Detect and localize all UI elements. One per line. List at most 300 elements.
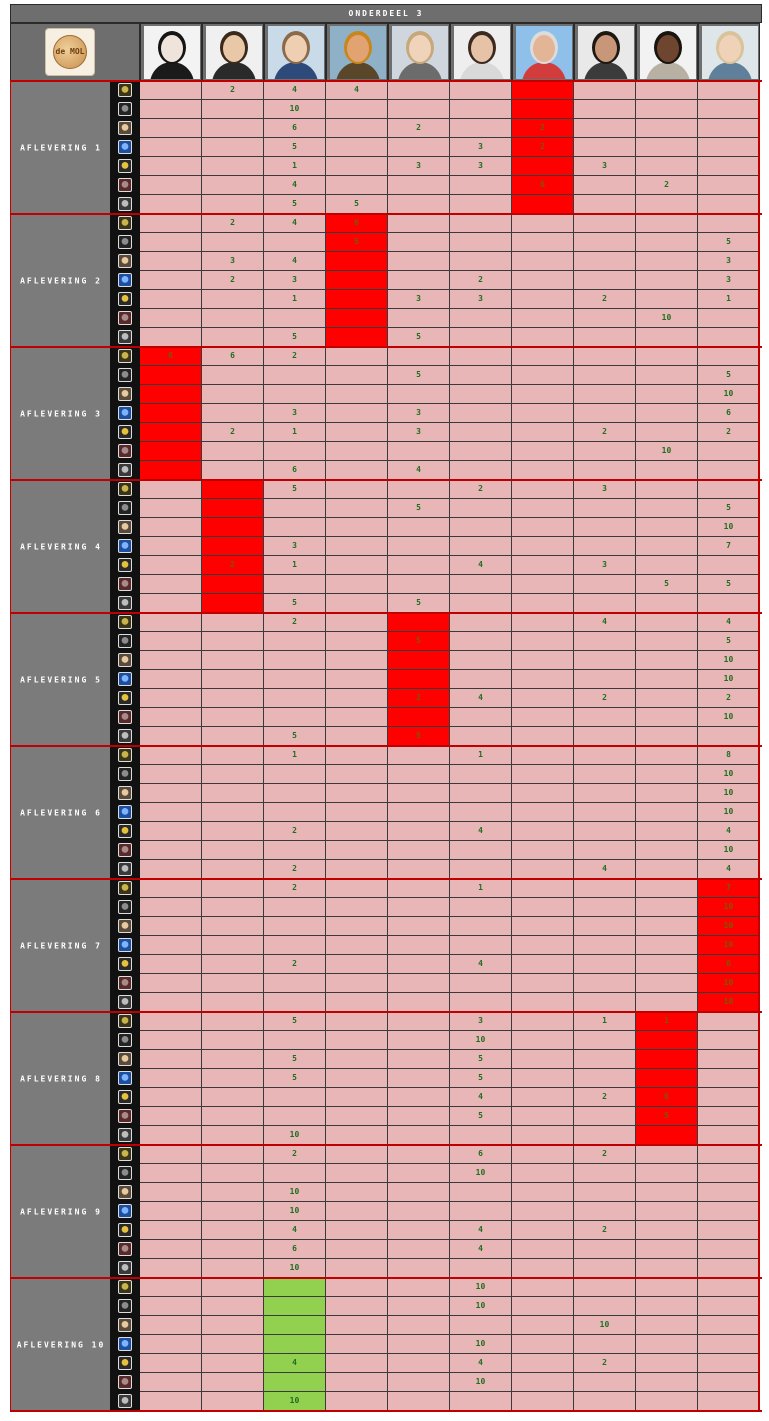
score-cell <box>202 860 264 879</box>
score-cell <box>636 1335 698 1354</box>
score-cell <box>264 1164 326 1183</box>
score-cell <box>574 917 636 936</box>
episode-label-cell <box>10 1012 110 1145</box>
score-cell <box>264 689 326 708</box>
player-10-photo <box>702 26 758 79</box>
score-cell <box>326 1297 388 1316</box>
episode-label: AFLEVERING 6 <box>20 808 102 817</box>
score-cell <box>140 1240 202 1259</box>
score-cell: 10 <box>698 993 760 1012</box>
score-cell <box>450 1316 512 1335</box>
score-cell: 4 <box>326 81 388 100</box>
player-3-face <box>285 35 307 62</box>
player-6-face <box>471 35 493 62</box>
score-cell <box>574 1335 636 1354</box>
score-cell <box>636 1221 698 1240</box>
score-cell <box>450 233 512 252</box>
score-cell <box>140 518 202 537</box>
score-cell <box>388 955 450 974</box>
score-cell: 10 <box>698 708 760 727</box>
score-cell <box>326 974 388 993</box>
score-cell <box>450 1202 512 1221</box>
score-cell <box>140 594 202 613</box>
score-cell <box>636 271 698 290</box>
score-cell <box>388 803 450 822</box>
score-cell: 5 <box>450 1107 512 1126</box>
score-cell <box>698 1012 760 1031</box>
score-cell <box>512 955 574 974</box>
score-cell <box>140 328 202 347</box>
episode-icon-column <box>110 347 140 480</box>
score-cell <box>264 442 326 461</box>
row-icon-2 <box>118 767 132 781</box>
score-cell <box>698 1373 760 1392</box>
score-cell: 10 <box>450 1373 512 1392</box>
score-cell <box>450 841 512 860</box>
score-cell <box>326 1145 388 1164</box>
score-cell <box>202 1164 264 1183</box>
score-cell: 1 <box>574 1012 636 1031</box>
score-cell <box>326 1278 388 1297</box>
score-cell <box>574 898 636 917</box>
score-cell <box>326 1050 388 1069</box>
score-cell <box>574 803 636 822</box>
episode-icon-column <box>110 214 140 347</box>
score-cell: 10 <box>698 670 760 689</box>
score-cell <box>264 575 326 594</box>
score-cell <box>636 936 698 955</box>
score-cell <box>512 1221 574 1240</box>
score-cell <box>574 100 636 119</box>
score-cell <box>636 157 698 176</box>
score-cell <box>202 1012 264 1031</box>
score-cell <box>264 632 326 651</box>
score-cell <box>140 1088 202 1107</box>
score-cell <box>450 708 512 727</box>
score-cell <box>202 727 264 746</box>
row-icon-4 <box>118 1337 132 1351</box>
score-cell <box>326 138 388 157</box>
row-icon-7 <box>118 463 132 477</box>
score-cell <box>512 803 574 822</box>
row-icon-1 <box>118 1014 132 1028</box>
score-cell <box>140 746 202 765</box>
episode-label: AFLEVERING 3 <box>20 409 102 418</box>
score-cell <box>388 1297 450 1316</box>
score-cell <box>574 271 636 290</box>
score-cell <box>140 1145 202 1164</box>
score-cell: 2 <box>636 176 698 195</box>
score-cell <box>140 404 202 423</box>
score-cell: 6 <box>512 176 574 195</box>
score-cell <box>450 860 512 879</box>
row-icon-5 <box>118 558 132 572</box>
score-cell <box>202 784 264 803</box>
score-cell <box>512 100 574 119</box>
episode-label-cell <box>10 879 110 1012</box>
score-cell: 4 <box>574 613 636 632</box>
score-cell <box>388 214 450 233</box>
score-cell <box>636 765 698 784</box>
score-cell <box>450 461 512 480</box>
score-cell <box>574 309 636 328</box>
score-cell: 4 <box>450 1088 512 1107</box>
score-cell <box>202 765 264 784</box>
score-cell <box>326 1221 388 1240</box>
score-cell <box>326 1107 388 1126</box>
score-cell <box>574 1392 636 1411</box>
score-cell: 1 <box>450 746 512 765</box>
row-icon-6 <box>118 976 132 990</box>
score-cell <box>140 1316 202 1335</box>
score-cell <box>450 423 512 442</box>
score-cell <box>140 974 202 993</box>
score-cell <box>326 746 388 765</box>
row-icon-3 <box>118 919 132 933</box>
score-cell <box>450 347 512 366</box>
score-cell <box>140 879 202 898</box>
score-cell: 3 <box>388 404 450 423</box>
score-cell: 5 <box>450 1050 512 1069</box>
score-cell <box>140 689 202 708</box>
episode-separator <box>10 1011 762 1013</box>
table-right-border <box>758 81 760 1411</box>
row-icon-6 <box>118 1242 132 1256</box>
score-cell: 10 <box>636 309 698 328</box>
score-cell: 10 <box>698 765 760 784</box>
row-icon-5 <box>118 1223 132 1237</box>
episode-label-cell <box>10 746 110 879</box>
score-cell <box>388 1183 450 1202</box>
score-cell: 1 <box>264 157 326 176</box>
score-cell: 1 <box>450 879 512 898</box>
episode-icon-column <box>110 746 140 879</box>
score-cell <box>140 176 202 195</box>
score-cell <box>450 898 512 917</box>
score-cell <box>574 651 636 670</box>
player-8-photo <box>578 26 634 79</box>
score-cell <box>388 746 450 765</box>
score-cell <box>512 1069 574 1088</box>
header-player-3-cell <box>264 23 326 81</box>
score-cell <box>264 1088 326 1107</box>
row-icon-3 <box>118 254 132 268</box>
score-cell <box>450 100 512 119</box>
score-cell <box>450 499 512 518</box>
score-cell: 2 <box>574 1088 636 1107</box>
score-cell <box>698 556 760 575</box>
score-cell: 5 <box>388 366 450 385</box>
row-icon-7 <box>118 197 132 211</box>
score-cell <box>326 1373 388 1392</box>
row-icon-3 <box>118 1185 132 1199</box>
score-cell: 5 <box>388 632 450 651</box>
score-cell <box>388 1373 450 1392</box>
row-icon-6 <box>118 843 132 857</box>
score-cell <box>512 594 574 613</box>
player-4-photo <box>330 26 386 79</box>
score-cell: 6 <box>698 404 760 423</box>
score-cell <box>264 1031 326 1050</box>
score-cell <box>202 461 264 480</box>
score-cell <box>388 765 450 784</box>
score-cell: 6 <box>450 1145 512 1164</box>
score-cell <box>202 366 264 385</box>
score-cell: 5 <box>388 727 450 746</box>
score-cell <box>698 119 760 138</box>
score-cell <box>512 575 574 594</box>
score-cell: 1 <box>636 1012 698 1031</box>
score-cell <box>388 670 450 689</box>
score-cell <box>202 290 264 309</box>
score-cell <box>140 1335 202 1354</box>
score-cell: 2 <box>264 1145 326 1164</box>
episode-separator <box>10 80 762 82</box>
score-cell <box>512 974 574 993</box>
score-cell <box>512 1107 574 1126</box>
score-cell <box>140 1050 202 1069</box>
score-cell <box>388 1107 450 1126</box>
score-cell: 10 <box>264 1126 326 1145</box>
header-player-4-cell <box>326 23 388 81</box>
score-cell <box>202 195 264 214</box>
score-cell: 4 <box>264 1354 326 1373</box>
player-9-photo <box>640 26 696 79</box>
score-cell <box>202 575 264 594</box>
score-cell <box>202 708 264 727</box>
episode-label: AFLEVERING 4 <box>20 542 102 551</box>
score-cell <box>140 936 202 955</box>
score-cell <box>512 1240 574 1259</box>
player-6-photo <box>454 26 510 79</box>
score-cell: 3 <box>450 1012 512 1031</box>
row-icon-7 <box>118 1394 132 1408</box>
row-icon-3 <box>118 387 132 401</box>
score-cell <box>326 803 388 822</box>
score-cell <box>450 974 512 993</box>
score-cell <box>512 404 574 423</box>
row-icon-6 <box>118 577 132 591</box>
score-cell <box>202 442 264 461</box>
score-cell: 1 <box>264 290 326 309</box>
row-icon-2 <box>118 900 132 914</box>
score-cell: 5 <box>264 1050 326 1069</box>
score-cell <box>574 537 636 556</box>
score-cell <box>140 708 202 727</box>
score-cell <box>450 917 512 936</box>
score-cell <box>698 442 760 461</box>
score-cell <box>574 632 636 651</box>
score-cell: 10 <box>698 898 760 917</box>
score-cell: 2 <box>264 347 326 366</box>
score-cell <box>698 1031 760 1050</box>
score-cell <box>512 727 574 746</box>
score-cell <box>326 328 388 347</box>
score-cell <box>512 1050 574 1069</box>
score-cell <box>264 784 326 803</box>
score-cell: 3 <box>264 537 326 556</box>
score-cell <box>636 955 698 974</box>
score-cell <box>326 119 388 138</box>
score-cell <box>326 556 388 575</box>
score-cell <box>636 404 698 423</box>
score-cell <box>698 1069 760 1088</box>
score-cell <box>636 81 698 100</box>
row-icon-5 <box>118 957 132 971</box>
score-cell <box>326 1069 388 1088</box>
score-cell <box>388 1221 450 1240</box>
section-title: ONDERDEEL 3 <box>10 4 762 23</box>
score-cell <box>388 1240 450 1259</box>
row-icon-1 <box>118 881 132 895</box>
score-cell <box>636 803 698 822</box>
episode-label: AFLEVERING 1 <box>20 143 102 152</box>
score-cell <box>202 1373 264 1392</box>
score-cell <box>140 556 202 575</box>
row-icon-1 <box>118 349 132 363</box>
score-cell <box>512 1392 574 1411</box>
episode-separator <box>10 1277 762 1279</box>
score-cell <box>698 1392 760 1411</box>
score-cell: 5 <box>264 594 326 613</box>
score-cell: 3 <box>264 271 326 290</box>
score-cell <box>140 632 202 651</box>
score-cell <box>512 746 574 765</box>
score-cell <box>512 1012 574 1031</box>
score-cell <box>264 1278 326 1297</box>
score-cell: 2 <box>698 689 760 708</box>
score-cell: 2 <box>512 119 574 138</box>
score-cell: 5 <box>264 1069 326 1088</box>
episode-label: AFLEVERING 10 <box>16 1340 106 1349</box>
score-cell <box>140 423 202 442</box>
score-cell <box>574 1259 636 1278</box>
episode-icon-column <box>110 1145 140 1278</box>
score-cell <box>636 537 698 556</box>
score-cell <box>636 100 698 119</box>
score-cell: 5 <box>636 1107 698 1126</box>
score-cell <box>388 518 450 537</box>
score-cell <box>636 518 698 537</box>
score-cell: 4 <box>264 214 326 233</box>
score-cell <box>512 518 574 537</box>
score-cell <box>326 765 388 784</box>
score-cell <box>140 1031 202 1050</box>
row-icon-2 <box>118 501 132 515</box>
score-cell <box>512 1259 574 1278</box>
score-cell <box>574 518 636 537</box>
score-cell: 10 <box>264 1392 326 1411</box>
episode-label: AFLEVERING 8 <box>20 1074 102 1083</box>
score-cell <box>326 518 388 537</box>
score-cell <box>698 328 760 347</box>
score-cell: 2 <box>512 138 574 157</box>
row-icon-7 <box>118 729 132 743</box>
score-cell <box>636 1278 698 1297</box>
row-icon-1 <box>118 482 132 496</box>
score-cell <box>636 252 698 271</box>
row-icon-5 <box>118 824 132 838</box>
score-cell <box>512 309 574 328</box>
player-8-face <box>595 35 617 62</box>
score-cell: 2 <box>450 480 512 499</box>
score-cell <box>574 575 636 594</box>
score-cell <box>636 328 698 347</box>
score-cell <box>326 1031 388 1050</box>
score-cell <box>512 917 574 936</box>
score-cell <box>140 1354 202 1373</box>
header-player-5-cell <box>388 23 450 81</box>
score-cell <box>202 1202 264 1221</box>
score-cell <box>698 214 760 233</box>
score-cell <box>698 81 760 100</box>
score-cell <box>450 594 512 613</box>
score-cell <box>388 1335 450 1354</box>
score-cell: 1 <box>698 290 760 309</box>
score-cell <box>512 461 574 480</box>
score-cell <box>698 1221 760 1240</box>
score-cell <box>326 651 388 670</box>
score-cell <box>202 651 264 670</box>
score-cell: 2 <box>202 556 264 575</box>
score-cell <box>388 879 450 898</box>
score-cell <box>140 1012 202 1031</box>
score-cell <box>326 404 388 423</box>
score-cell <box>450 1392 512 1411</box>
score-cell <box>512 879 574 898</box>
score-cell <box>388 613 450 632</box>
score-cell <box>264 1373 326 1392</box>
row-icon-3 <box>118 1318 132 1332</box>
score-cell <box>140 575 202 594</box>
score-cell <box>512 195 574 214</box>
score-cell <box>388 822 450 841</box>
score-cell <box>326 936 388 955</box>
score-cell: 2 <box>450 271 512 290</box>
score-cell <box>326 1164 388 1183</box>
score-cell <box>202 233 264 252</box>
score-cell <box>326 309 388 328</box>
score-cell <box>388 974 450 993</box>
score-cell <box>450 81 512 100</box>
score-cell <box>140 917 202 936</box>
score-cell <box>140 1297 202 1316</box>
score-cell <box>512 784 574 803</box>
score-cell <box>636 1069 698 1088</box>
score-cell <box>140 480 202 499</box>
score-cell <box>388 233 450 252</box>
score-cell <box>636 841 698 860</box>
score-cell: 3 <box>264 404 326 423</box>
score-cell <box>326 461 388 480</box>
score-cell <box>636 613 698 632</box>
score-cell <box>698 347 760 366</box>
score-cell <box>140 822 202 841</box>
score-cell <box>140 1164 202 1183</box>
score-cell: 5 <box>698 233 760 252</box>
episode-separator <box>10 612 762 614</box>
score-cell <box>264 499 326 518</box>
score-cell <box>388 252 450 271</box>
score-cell <box>264 708 326 727</box>
score-cell <box>326 442 388 461</box>
score-cell <box>388 1278 450 1297</box>
score-cell <box>512 898 574 917</box>
score-cell <box>202 974 264 993</box>
score-cell: 4 <box>450 1354 512 1373</box>
player-9-face <box>657 35 679 62</box>
score-cell <box>574 195 636 214</box>
